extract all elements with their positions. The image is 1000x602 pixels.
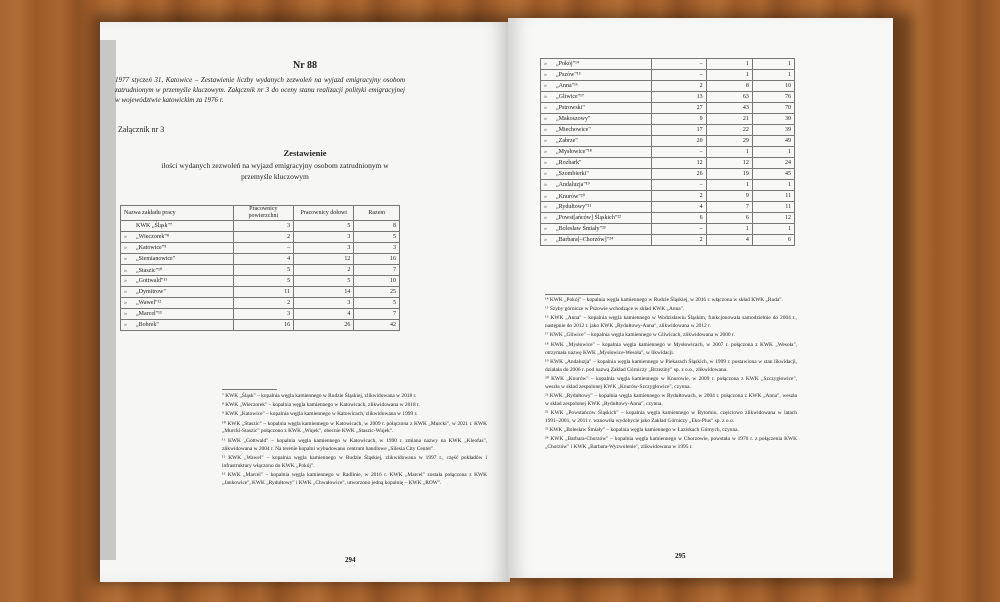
page-number-right: 295 (675, 552, 686, 560)
footnote-separator (222, 389, 277, 390)
mine-name-cell (541, 180, 652, 191)
surface-workers-cell: 20 (651, 136, 706, 147)
total-cell: 8 (354, 221, 400, 232)
ditto-mark: » (124, 278, 127, 285)
permits-table-right (540, 58, 795, 246)
surface-workers-cell: – (651, 147, 706, 158)
footnote: ²² KWK „Powstańców Śląskich" – kopalnia węgla kamiennego w Bytomiu, częściowo zlikwidowana w latach 1991–2001, w 2011 r. wznowiła wydobycie jako Zakład Górniczy „Eko-Plus" sp. z o.o. (545, 409, 797, 424)
mine-name: KWK „Śląsk"⁷ (136, 223, 173, 230)
underground-workers-cell: 43 (706, 103, 752, 114)
surface-workers-cell: 17 (651, 125, 706, 136)
mine-name-cell (121, 232, 234, 243)
total-cell: 70 (752, 103, 794, 114)
mine-name-cell (541, 125, 652, 136)
mine-name: „Mysłowice"¹⁸ (556, 149, 592, 155)
mine-name-cell (541, 70, 652, 81)
permits-table-left (120, 205, 400, 331)
mine-name: „Gottwald"¹¹ (136, 278, 168, 285)
total-cell: 39 (752, 125, 794, 136)
ditto-mark: » (124, 289, 127, 296)
mine-name-cell (541, 114, 652, 125)
mine-name-cell (121, 276, 234, 287)
total-cell: 1 (752, 147, 794, 158)
total-cell: 45 (752, 169, 794, 180)
mine-name: „Pokój"¹⁴ (556, 61, 580, 67)
total-cell: 76 (752, 92, 794, 103)
ditto-mark: » (544, 138, 547, 144)
footnotes-left (222, 393, 487, 489)
ditto-mark: » (544, 94, 547, 100)
ditto-mark: » (544, 61, 547, 67)
surface-workers-cell: – (651, 59, 706, 70)
ditto-mark: » (124, 300, 127, 307)
ditto-mark: » (124, 322, 127, 329)
mine-name-cell (121, 309, 234, 320)
mine-name: „Andaluzja"¹⁹ (556, 182, 590, 188)
total-cell: 3 (354, 243, 400, 254)
underground-workers-cell: 9 (706, 191, 752, 202)
table-row (541, 191, 795, 202)
ditto-mark: » (544, 215, 547, 221)
ditto-mark: » (544, 149, 547, 155)
surface-workers-cell: 3 (233, 221, 293, 232)
underground-workers-cell: 1 (706, 180, 752, 191)
mine-name-cell (541, 147, 652, 158)
mine-name: „Knurów"²⁰ (556, 193, 585, 200)
ditto-mark: » (124, 256, 127, 263)
ditto-mark: » (544, 105, 547, 111)
surface-workers-cell: 13 (651, 92, 706, 103)
column-header-underground: Pracownicy dołowi (294, 206, 354, 221)
footnote: ²³ KWK „Bolesław Śmiały" – kopalnia węgla kamiennego w Łaziskach Górnych, czynna. (545, 426, 739, 433)
document-number: Nr 88 (293, 60, 317, 71)
underground-workers-cell: 1 (706, 59, 752, 70)
mine-name: „Pstrowski" (556, 105, 585, 111)
surface-workers-cell: – (651, 224, 706, 235)
document-intro: 1977 styczeń 31, Katowice – Zestawienie liczby wydanych zezwoleń na wyjazd emigracyjny osobom zatrudnionym w przemyśle kluczowym. Załącznik nr 3 do oceny stanu realizacji polityki emigracyjnej w województwie katowickim za 1976 r. (115, 76, 405, 105)
table-row (121, 254, 400, 265)
mine-name: „Zabrze" (556, 138, 578, 144)
footnotes-right (545, 297, 797, 453)
mine-name: „Miechowice" (556, 127, 591, 133)
mine-name: „Bobrek" (136, 322, 159, 329)
total-cell: 6 (752, 235, 794, 246)
underground-workers-cell: 21 (706, 114, 752, 125)
total-cell: 7 (354, 309, 400, 320)
total-cell: 5 (354, 298, 400, 309)
mine-name-cell (121, 298, 234, 309)
table-title: Zestawienie (283, 148, 327, 158)
total-cell: 1 (752, 59, 794, 70)
ditto-mark: » (544, 160, 547, 166)
table-row (541, 213, 795, 224)
underground-workers-cell: 4 (294, 309, 354, 320)
mine-name: „Siemianowice" (136, 256, 176, 263)
footnote: ¹⁶ KWK „Anna" – kopalnia węgla kamiennego w Wodzisławiu Śląskim, funkcjonowała samodzielnie do 2004 r., następnie do 2012 r. jako KWK „Rydułtowy-Anna", zlikwidowana w 2012 r. (545, 315, 797, 330)
table-row (121, 309, 400, 320)
page-number-left: 294 (345, 556, 356, 564)
ditto-mark: » (544, 237, 547, 243)
underground-workers-cell: 19 (706, 169, 752, 180)
footnote: ¹⁷ KWK „Gliwice" – kopalnia węgla kamiennego w Gliwicach, zlikwidowana w 2000 r. (545, 332, 735, 339)
mine-name: „Makoszowy" (556, 116, 591, 122)
surface-workers-cell: 26 (651, 169, 706, 180)
footnote: ⁹ KWK „Katowice" – kopalnia węgla kamiennego w Katowicach, zlikwidowana w 1999 r. (222, 411, 418, 418)
underground-workers-cell: 3 (294, 298, 354, 309)
underground-workers-cell: 8 (706, 81, 752, 92)
underground-workers-cell: 1 (706, 70, 752, 81)
ditto-mark: » (544, 193, 547, 200)
surface-workers-cell: – (651, 180, 706, 191)
mine-name: „Rozbark" (556, 160, 582, 166)
mine-name-cell (121, 320, 234, 331)
surface-workers-cell: 2 (651, 191, 706, 202)
table-row (541, 59, 795, 70)
footnote: ¹⁴ KWK „Pokój" – kopalnia węgla kamiennego w Rudzie Śląskiej, w 2016 r. włączona w skład KWK „Ruda". (545, 297, 783, 303)
column-header-surface: Pracownicy powierzchni (233, 206, 293, 221)
mine-name-cell (541, 169, 652, 180)
footnote: ¹¹ KWK „Gottwald" – kopalnia węgla kamiennego w Katowicach, w 1990 r. zmiana nazwy na KWK „Kleofas", zlikwidowana w 2004 r. Na terenie kopalni wybudowano centrum handlowe „Silesia City Center". (222, 437, 487, 452)
table-row (121, 221, 400, 232)
footnote: ¹⁹ KWK „Andaluzja" – kopalnia węgla kamiennego w Piekarach Śląskich, w 1999 r. postawiona w stan likwidacji, działała do 2006 r. pod nazwą Zakład Górniczy „Brzeziny" sp. z o.o., zlikwidowana. (545, 358, 797, 373)
surface-workers-cell: 3 (233, 309, 293, 320)
surface-workers-cell: 5 (233, 276, 293, 287)
surface-workers-cell: – (233, 243, 293, 254)
mine-name: „Rydułtowy"²¹ (556, 204, 592, 210)
mine-name: „Katowice"⁹ (136, 245, 167, 252)
underground-workers-cell: 7 (706, 202, 752, 213)
mine-name-cell (541, 224, 652, 235)
mine-name: „Gliwice"¹⁷ (556, 94, 584, 100)
footnote: ¹³ KWK „Marcel" – kopalnia węgla kamiennego w Radlinie, w 2016 r. KWK „Marcel" została połączona z KWK „Jankowice", KWK „Rydułtowy" i KWK „Chwałowice", utworzono jedną kopalnię – KWK „ROW". (222, 471, 487, 486)
table-row (121, 320, 400, 331)
surface-workers-cell: 6 (651, 213, 706, 224)
column-header-name: Nazwa zakładu pracy (121, 206, 234, 221)
table-subtitle: ilości wydanych zezwoleń na wyjazd emigracyjny osobom zatrudnionym w przemyśle kluczowym (161, 161, 389, 182)
mine-name-cell (541, 92, 652, 103)
underground-workers-cell: 14 (294, 287, 354, 298)
mine-name-cell (541, 103, 652, 114)
table-row (121, 298, 400, 309)
mine-name-cell (121, 254, 234, 265)
underground-workers-cell: 63 (706, 92, 752, 103)
surface-workers-cell: 27 (651, 103, 706, 114)
mine-name-cell (121, 243, 234, 254)
total-cell: 12 (752, 213, 794, 224)
mine-name: „Dymitrow" (136, 289, 166, 296)
total-cell: 5 (354, 232, 400, 243)
underground-workers-cell: 22 (706, 125, 752, 136)
table-row (121, 243, 400, 254)
mine-name: „Wawel"¹² (136, 300, 162, 307)
surface-workers-cell: 2 (233, 232, 293, 243)
table-row (541, 92, 795, 103)
mine-name-cell (541, 235, 652, 246)
table-row (541, 180, 795, 191)
total-cell: 25 (354, 287, 400, 298)
footnote: ⁸ KWK „Wieczorek" – kopalnia węgla kamiennego w Katowicach, zlikwidowana w 2018 r. (222, 402, 420, 409)
total-cell: 24 (752, 158, 794, 169)
column-header-total: Razem (354, 206, 400, 221)
table-row (121, 276, 400, 287)
mine-name: „Marcel"¹³ (136, 311, 162, 318)
surface-workers-cell: 5 (233, 265, 293, 276)
ditto-mark: » (544, 116, 547, 122)
table-row (541, 103, 795, 114)
total-cell: 11 (752, 202, 794, 213)
underground-workers-cell: 1 (706, 224, 752, 235)
ditto-mark: » (544, 182, 547, 188)
footnote: ⁷ KWK „Śląsk" – kopalnia węgla kamiennego w Rudzie Śląskiej, zlikwidowana w 2018 r. (222, 393, 417, 399)
table-row (541, 125, 795, 136)
mine-name-cell (541, 136, 652, 147)
footnote: ¹⁰ KWK „Staszic" – kopalnia węgla kamiennego w Katowicach, w 2009 r. połączona z KWK „Murcki", w 2021 r. KWK „Murcki-Staszic" połączono z KWK „Wujek", obecnie KWK „Staszic-Wujek". (222, 420, 487, 435)
footnote: ²⁴ KWK „Barbara-Chorzów" – kopalnia węgla kamiennego w Chorzowie, powstała w 1970 r. z połączenia KWK „Chorzów" i KWK „Barbara-Wyzwolenie", zlikwidowana w 1995 r. (545, 436, 797, 450)
mine-name: „Szombierki" (556, 171, 589, 177)
mine-name: „Anna"¹⁶ (556, 83, 578, 89)
surface-workers-cell: 2 (651, 81, 706, 92)
mine-name-cell (121, 265, 234, 276)
total-cell: 1 (752, 224, 794, 235)
footnote: ¹⁸ KWK „Mysłowice" – kopalnia węgla kamiennego w Mysłowicach, w 2007 r. połączona z KWK „Wesoła", otrzymała nazwę KWK „Mysłowice-Wesoła", w likwidacji. (545, 341, 797, 356)
mine-name: „Pszów"¹⁵ (556, 72, 581, 78)
mine-name: „Bolesław Śmiały"²³ (556, 226, 606, 232)
table-row (121, 287, 400, 298)
ditto-mark: » (124, 245, 127, 252)
total-cell: 16 (354, 254, 400, 265)
table-row (541, 202, 795, 213)
surface-workers-cell: 2 (651, 235, 706, 246)
mine-name: „Barbara[–Chorzów]"²⁴ (556, 237, 613, 243)
ditto-mark: » (124, 267, 127, 274)
annex-label: Załącznik nr 3 (118, 125, 165, 134)
left-page-edge (100, 40, 116, 560)
footnote: ²⁰ KWK „Knurów" – kopalnia węgla kamiennego w Knurowie, w 2009 r. połączona z KWK „Szczygłowice", weszła w skład zespolonej KWK „Knurów-Szczygłowice", czynna. (545, 375, 797, 390)
surface-workers-cell: 2 (233, 298, 293, 309)
table-row (541, 81, 795, 92)
table-row (541, 158, 795, 169)
underground-workers-cell: 5 (294, 276, 354, 287)
total-cell: 49 (752, 136, 794, 147)
mine-name-cell (541, 191, 652, 202)
underground-workers-cell: 6 (706, 213, 752, 224)
surface-workers-cell: 11 (233, 287, 293, 298)
total-cell: 1 (752, 180, 794, 191)
total-cell: 42 (354, 320, 400, 331)
ditto-mark: » (544, 204, 547, 210)
mine-name-cell (541, 202, 652, 213)
total-cell: 1 (752, 70, 794, 81)
surface-workers-cell: 9 (651, 114, 706, 125)
mine-name: „Wieczorek"⁸ (136, 234, 169, 241)
mine-name-cell (541, 59, 652, 70)
table-row (541, 70, 795, 81)
mine-name-cell (541, 213, 652, 224)
footnote: ²¹ KWK „Rydułtowy" – kopalnia węgla kamiennego w Rydułtowach, w 2004 r. połączona z KWK „Anna", weszła w skład zespolonej KWK „Rydułtowy-Anna", czynna. (545, 392, 797, 407)
ditto-mark: » (544, 127, 547, 133)
mine-name: „Powst[ańców] Śląskich"²² (556, 215, 621, 221)
underground-workers-cell: 12 (706, 158, 752, 169)
surface-workers-cell: 12 (651, 158, 706, 169)
underground-workers-cell: 12 (294, 254, 354, 265)
mine-name-cell (121, 287, 234, 298)
mine-name-cell (121, 221, 234, 232)
surface-workers-cell: 4 (233, 254, 293, 265)
ditto-mark: » (124, 311, 127, 318)
footnote: ¹⁵ Szyby górnicze w Pszowie wchodzące w skład KWK „Anna". (545, 306, 685, 313)
ditto-mark: » (544, 83, 547, 89)
mine-name-cell (541, 81, 652, 92)
table-row (541, 136, 795, 147)
ditto-mark: » (544, 226, 547, 232)
underground-workers-cell: 26 (294, 320, 354, 331)
surface-workers-cell: 4 (651, 202, 706, 213)
table-row (541, 114, 795, 125)
mine-name-cell (541, 158, 652, 169)
underground-workers-cell: 1 (706, 147, 752, 158)
table-row (541, 224, 795, 235)
underground-workers-cell: 3 (294, 232, 354, 243)
ditto-mark: » (544, 72, 547, 78)
underground-workers-cell: 3 (294, 243, 354, 254)
total-cell: 10 (752, 81, 794, 92)
ditto-mark: » (124, 234, 127, 241)
total-cell: 11 (752, 191, 794, 202)
ditto-mark: » (544, 171, 547, 177)
underground-workers-cell: 5 (294, 221, 354, 232)
underground-workers-cell: 2 (294, 265, 354, 276)
total-cell: 7 (354, 265, 400, 276)
table-row (541, 169, 795, 180)
total-cell: 30 (752, 114, 794, 125)
table-row (541, 235, 795, 246)
table-row (121, 265, 400, 276)
surface-workers-cell: 16 (233, 320, 293, 331)
footnote-separator (545, 294, 600, 295)
underground-workers-cell: 4 (706, 235, 752, 246)
surface-workers-cell: – (651, 70, 706, 81)
table-row (121, 232, 400, 243)
underground-workers-cell: 29 (706, 136, 752, 147)
total-cell: 10 (354, 276, 400, 287)
footnote: ¹² KWK „Wawel" – kopalnia węgla kamiennego w Rudzie Śląskiej, zlikwidowana w 1997 r., część pokładów i infrastruktury włączono do KWK „Pokój". (222, 454, 487, 469)
mine-name: „Staszic"¹⁰ (136, 267, 163, 274)
table-row (541, 147, 795, 158)
